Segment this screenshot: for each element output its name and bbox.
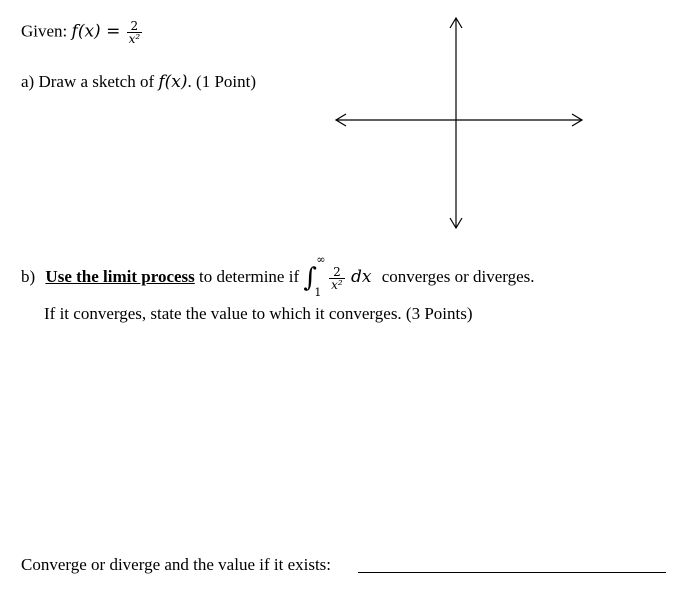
part-a-text: Draw a sketch of xyxy=(38,72,155,91)
answer-blank[interactable] xyxy=(358,572,666,573)
part-b-label: b) xyxy=(21,266,36,286)
given-label: Given: xyxy=(21,21,68,41)
given-denominator: x² xyxy=(128,32,141,46)
answer-prompt xyxy=(21,555,331,575)
given-function: f(x) = xyxy=(71,21,121,42)
part-a-label: a) xyxy=(21,72,35,91)
part-b-text-1: to determine if xyxy=(199,266,300,286)
given-numerator: 2 xyxy=(127,20,143,33)
part-a-points: . (1 Point) xyxy=(187,72,257,91)
part-a-function: f(x) xyxy=(158,72,188,92)
integrand-numerator: 2 xyxy=(329,266,345,279)
integral-lower-limit: 1 xyxy=(314,286,322,299)
sketch-axes[interactable] xyxy=(330,14,590,234)
given-fraction xyxy=(127,20,143,45)
part-b-question xyxy=(21,253,535,299)
integral-dx: dx xyxy=(350,266,372,287)
integrand-fraction xyxy=(329,266,345,291)
given-line xyxy=(21,20,144,45)
integrand-denominator: x² xyxy=(331,277,343,292)
part-a-question xyxy=(21,72,256,92)
integral-sign: ∫ xyxy=(303,263,317,293)
part-b-instruction: If it converges, state the value to which it converges. (3 Points) xyxy=(44,304,473,323)
integral-upper-limit: ∞ xyxy=(316,253,326,266)
part-b-text-2: converges or diverges. xyxy=(381,266,535,286)
part-b-line-2 xyxy=(44,304,473,324)
answer-prompt-text: Converge or diverge and the value if it exists: xyxy=(21,555,332,574)
integral-expression xyxy=(303,253,326,299)
part-b-emphasis: Use the limit process xyxy=(45,266,195,286)
